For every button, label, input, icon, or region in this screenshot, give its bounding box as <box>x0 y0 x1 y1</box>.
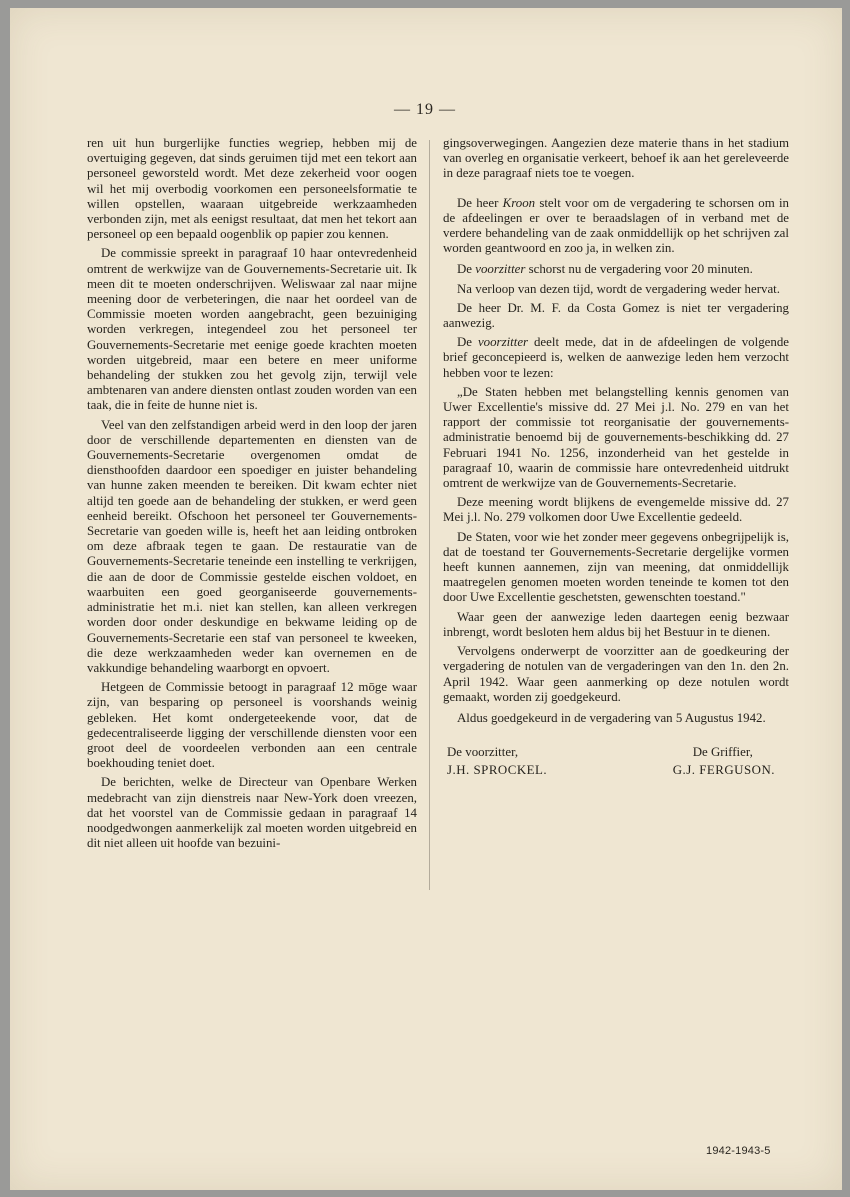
text-fragment: stelt voor om de vergadering te schorsen om in de afdeelingen er over te beraadslagen of in verband met de verdere behandeling van de zaak onmiddellijk op het schrijven zal worden geantwoord en zoo ja, in welken zin. <box>443 195 789 256</box>
right-paragraph-3 <box>443 262 789 277</box>
left-paragraph-2: De commissie spreekt in paragraaf 10 haar ontevredenheid omtrent de werkwijze van de Gouvernements-Secretarie uit. Ik meen dit te moeten onderschrijven. Weliswaar zal naar mijne meening door de verbeteringen, die naar het oordeel van de Commissie moeten worden aangebracht, geen bezuiniging worden verkregen, integendeel zou het personeel ter Gouvernements-Secretarie met eenige goede krachten moeten worden uitgebreid, maar een betere en meer uniforme behandeling der stukken zou het gevolg zijn, terwijl vele ambtenaren van andere diensten ontlast zouden worden van een taak, die in feite de hunne niet is. <box>87 246 417 413</box>
right-paragraph-9: De Staten, voor wie het zonder meer gegevens onbegrijpelijk is, dat de toestand ter Gouvernements-Secretarie dergelijke vormen heeft kunnen aannemen, zijn van meening, dat onmiddellijk maatregelen genomen moeten worden teneinde te komen tot den door Uwe Excellentie geschetsten, gewenschten toestand." <box>443 529 789 605</box>
column-divider <box>429 140 430 890</box>
speaker-name-voorzitter: voorzitter <box>477 335 529 350</box>
text-fragment: schorst nu de vergadering voor 20 minuten. <box>525 262 753 277</box>
signature-name: J.H. SPROCKEL. <box>447 763 548 778</box>
left-paragraph-3: Veel van den zelfstandigen arbeid werd in den loop der jaren door de verschillende departementen en diensten van de Gouvernements-Secretarie overgenomen omdat de diensthoofden daardoor een spoediger en juister behandeling van hunne zaken meenden te bereiken. Dit kwam echter niet altijd ten goede aan de behandeling der stukken, er werd geen eenheid bereikt. Ofschoon het personeel ter Gouvernements-Secretarie van goeden wille is, heeft het aan leiding ontbroken om deze afbraak tegen te gaan. De restauratie van de Gouvernements-Secretarie teneinde een instelling te verkrijgen, die aan de door de Commissie gestelde eischen voldoet, en waarbuiten een goed georganiseerde gouvernements-administratie het m.i. niet kan stellen, kan alleen verkregen worden door onder deskundige en bekwame leiding op de Gouvernements-Secretarie een staf van personeel te kweeken, die deze werkzaamheden weder kan overnemen en de vakkundige behandeling waarborgt en opvoert. <box>87 417 417 675</box>
right-paragraph-2 <box>443 196 789 257</box>
page-number: — 19 — <box>394 101 456 118</box>
signature-name: G.J. FERGUSON. <box>672 763 775 778</box>
right-column <box>443 136 789 778</box>
text-fragment: De heer <box>457 195 503 210</box>
right-paragraph-12: Aldus goedgekeurd in de vergadering van 5 Augustus 1942. <box>457 710 766 725</box>
signature-role: De Griffier, <box>692 745 753 760</box>
left-paragraph-5: De berichten, welke de Directeur van Openbare Werken medebracht van zijn dienstreis naar New-York doen vreezen, dat het voorstel van de Commissie gedaan in paragraaf 14 noodgedwongen aanmerkelijk zal moeten worden uitgebreid en dit niet alleen uit hoofde van bezuini- <box>87 775 417 851</box>
signature-chairman <box>443 744 547 778</box>
right-paragraph-11: Vervolgens onderwerpt de voorzitter aan de goedkeuring der vergadering de notulen van de vergaderingen van den 1n. den 2n. April 1942. Waar geen aanmerking op deze notulen wordt gemaakt, worden zij goedgekeurd. <box>443 644 789 704</box>
text-fragment: De <box>457 262 476 277</box>
right-paragraph-5: De heer Dr. M. F. da Costa Gomez is niet ter vergadering aanwezig. <box>443 300 789 331</box>
text-fragment: De <box>457 335 478 350</box>
right-paragraph-4: Na verloop van dezen tijd, wordt de vergadering weder hervat. <box>457 281 780 296</box>
left-paragraph-1: ren uit hun burgerlijke functies wegriep, hebben mij de overtuiging gegeven, dat sinds geruimen tijd met een tekort aan personeel geworsteld wordt. Met deze zekerheid voor oogen wil het mij overbodig voorkomen een personeelsformatie te willen opstellen, waaraan uitgebreide werkzaamheden verbonden zijn, met als eenigst resultaat, dat men het tekort aan personeel op een bepaald oogenblik op papier zou kennen. <box>87 136 417 242</box>
signature-role: De voorzitter, <box>447 745 519 760</box>
right-paragraph-8: Deze meening wordt blijkens de evengemelde missive dd. 27 Mei j.l. No. 279 volkomen door Uwe Excellentie gedeeld. <box>443 495 789 525</box>
speaker-name-kroon: Kroon <box>502 195 536 210</box>
right-paragraph-7: „De Staten hebben met belangstelling kennis genomen van Uwer Excellentie's missive dd. 27 Mei j.l. No. 279 en van het rapport der commissie tot reorganisatie der gouvernements-administratie benoemd bij de gouvernements-beschikking dd. 27 Februari 1941 No. 1256, inzonderheid van het gestelde in paragraaf 10, waarin de commissie hare ontevredenheid uitdrukt omtrent de werkwijze van de Gouvernements-Secretarie. <box>443 384 789 491</box>
text-fragment: deelt mede, dat in de afdeelingen de volgende brief geconcepieerd is, welken de aanwezige leden hem verzocht hebben voor te lezen: <box>443 335 789 380</box>
left-paragraph-4: Hetgeen de Commissie betoogt in paragraaf 12 mōge waar zijn, van besparing op personeel is voorshands weinig gebleken. Het komt ondergeteekende voor, dat de gedecentraliseerde ligging der verschillende diensten voor een groot deel de voordeelen verbonden aan een centrale boekhouding teniet doet. <box>87 680 417 771</box>
signature-section <box>443 744 789 778</box>
signature-clerk <box>669 744 789 778</box>
archive-reference-mark: 1942-1943-5 <box>706 1145 771 1157</box>
speaker-name-voorzitter: voorzitter <box>475 262 526 277</box>
left-column <box>87 136 417 855</box>
right-paragraph-10: Waar geen der aanwezige leden daartegen eenig bezwaar inbrengt, wordt besloten hem aldus bij het Bestuur in te dienen. <box>443 609 789 639</box>
right-paragraph-1: gingsoverwegingen. Aangezien deze materie thans in het stadium van overleg en organisatie verkeert, behoef ik aan het gereleveerde in deze paragraaf niets toe te voegen. <box>443 136 789 181</box>
right-paragraph-6 <box>443 335 789 381</box>
